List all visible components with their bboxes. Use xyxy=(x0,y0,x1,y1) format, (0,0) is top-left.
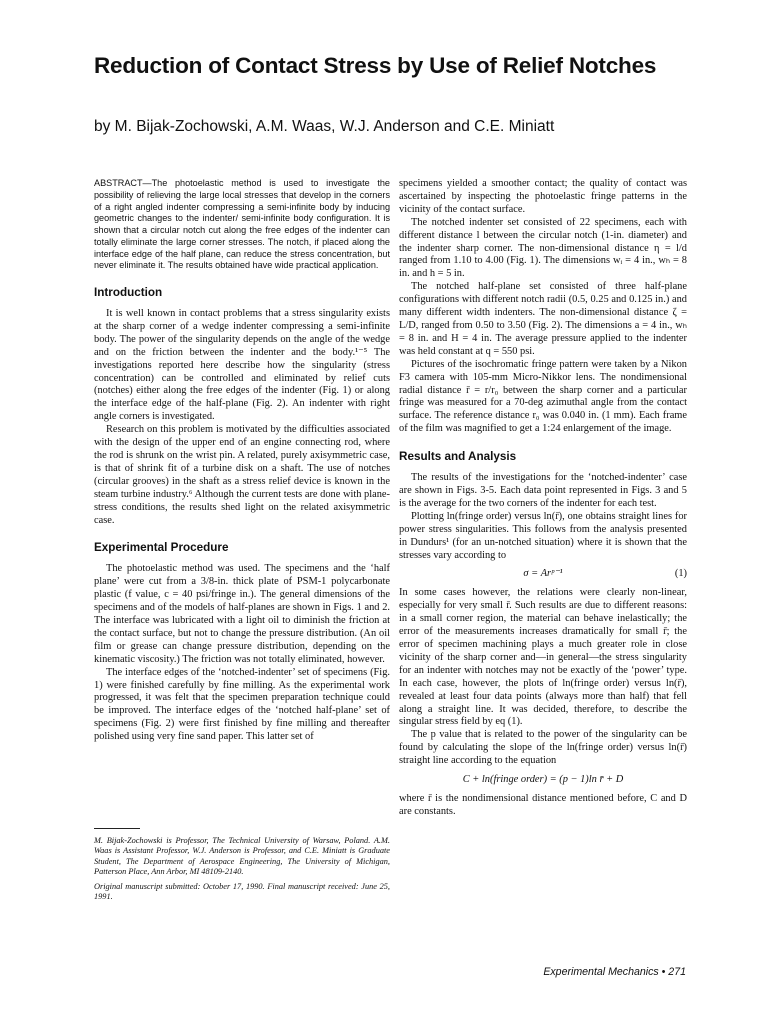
manuscript-dates: Original manuscript submitted: October 17, 1990. Final manuscript received: June 25, 1991. xyxy=(94,881,390,902)
results-paragraph: The results of the investigations for the ‘notched-indenter’ case are shown in Figs. 3-5. Each data point represented in Figs. 3 and 5 is the average for the two corners of the indenter for each test. xyxy=(399,472,687,509)
section-heading-experimental-procedure: Experimental Procedure xyxy=(94,541,229,555)
intro-paragraph: It is well known in contact problems that a stress singularity exists at the sharp corner of a wedge indenter compressing a semi-infinite body. The power of the singularity depends on the angle of the wedge and on the friction between the indenter and the body.¹⁻⁵ The investigations reported here describe how the singularity (stress concentration) can be controlled and eliminated by relief cuts (notches) either along the free edges of the indenter (Fig. 1) or along the interface edge of the half-plane (Fig. 2). An indenter with right angle corners is investigated. xyxy=(94,308,390,423)
equation-1-expression: σ = Arᵖ⁻¹ xyxy=(523,568,563,580)
left-column xyxy=(94,178,390,744)
experimental-paragraph: The photoelastic method was used. The specimens and the ‘half plane’ were cut from a 3/8-in. thick plate of PSM-1 polycarbonate plastic (f value, c = 40 psi/fringe in.). The general dimensions of the specimens and of the models of half-planes are shown in Figs. 1 and 2. The interface was lubricated with a light oil to diminish the friction at the contact surface, but not to change the pressure distribution. (An oil film or grease can change pressure distribution, depending on the kinematic viscosity.) The friction was not totally eliminated, however. xyxy=(94,563,390,665)
results-paragraph: The p value that is related to the power of the singularity can be found by calculating the slope of the ln(fringe order) versus ln(r̄) straight line according to the equation xyxy=(399,729,687,767)
section-heading-results-and-analysis: Results and Analysis xyxy=(399,450,517,464)
results-paragraph: In some cases however, the relations were clearly non-linear, especially for very small r̄. Such results are due to different reasons: in a small corner region, the material can behave inelastically; the error of the measurements increases dramatically for small r̄; the error of specimen machining plays a much greater role in close vicinity of the sharp corner and—in general—the stress singularity for an indenter with notches may not be exactly of the ‘power’ type. In each case, however, the plots of ln(fringe order) versus ln(r̄), revealed at least four data points (always more than half) that fell along a straight line. It was decided, therefore, to describe the singular stress field by eq (1). xyxy=(399,587,687,728)
right-column xyxy=(399,178,687,819)
results-paragraph: Plotting ln(fringe order) versus ln(r̄), one obtains straight lines for power stress singularities. This follows from the analysis presented in Dundurs¹ (for an un-notched situation) where it is shown that the stresses vary according to xyxy=(399,510,687,561)
footnote xyxy=(94,836,390,906)
results-paragraph: where r̄ is the nondimensional distance mentioned before, C and D are constants. xyxy=(399,792,687,817)
equation-2 xyxy=(399,774,687,787)
author-line: by M. Bijak-Zochowski, A.M. Waas, W.J. Anderson and C.E. Miniatt xyxy=(94,118,555,135)
abstract-text: —The photoelastic method is used to investigate the possibility of relieving the large local stresses that develop in the corners of a right angled indenter compressing a semi-infinite body by inducing geometric changes to the indenter/ semi-infinite body configuration. It is shown that a circular notch cut along the free edges of the indenter can totally eliminate the large corner stresses. The notch, if placed along the interface edge of the half plane, can reduce the stress concentration, but never eliminate it. The results obtained have wide practical application. xyxy=(94,178,390,271)
equation-2-expression: C + ln(fringe order) = (p − 1)ln r̄ + D xyxy=(462,774,624,786)
page-footer: Experimental Mechanics • 271 xyxy=(543,966,686,978)
experimental-paragraph: specimens yielded a smoother contact; the quality of contact was ascertained by inspecting the photoelastic fringe patterns in the vicinity of the contact surface. xyxy=(399,178,687,215)
experimental-paragraph: The notched indenter set consisted of 22 specimens, each with different distance l between the circular notch (1-in. diameter) and the indenter sharp corner. The non-dimensional distance η = l/d ranged from 1.10 to 4.00 (Fig. 1). The dimensions wᵢ = 4 in., wₕ = 8 in. and h = 5 in. xyxy=(399,216,687,280)
equation-1 xyxy=(399,568,687,581)
experimental-paragraph: The interface edges of the ‘notched-indenter’ set of specimens (Fig. 1) were finished carefully by fine milling. As the experimental work progressed, it was felt that the specimen preparation technique could be improved. The interface edges of the ‘notched half-plane’ set of specimens (Fig. 2) were first finished by fine milling and thereafter polished using very fine sand paper. This latter set of xyxy=(94,666,390,743)
experimental-paragraph: Pictures of the isochromatic fringe pattern were taken by a Nikon F3 camera with 105-mm Micro-Nikkor lens. The nondimensional radial distance r̄ = r/r₀ between the sharp corner and a particular fringe was measured for a 70-deg azimuthal angle from the contact surface. The reference distance r₀ was 0.040 in. (1 mm). Each frame of the film was magnified to get a 1:24 enlargement of the image. xyxy=(399,358,687,435)
abstract xyxy=(94,178,390,272)
section-heading-introduction: Introduction xyxy=(94,286,163,299)
abstract-label: ABSTRACT xyxy=(94,178,143,188)
intro-paragraph: Research on this problem is motivated by the difficulties associated with the design of the upper end of an engine connecting rod, where the rod is shrunk on the wrist pin. A related, purely axisymmetric case, is that of shrink fit of a turbine disk on a shaft. The use of notches (circular grooves) in the shaft as a stress relief device is known in the steam turbine industry.⁶ Although the current tests are done with plane-stress conditions, the results shed light on the related axisymmetric case. xyxy=(94,424,390,526)
equation-1-number: (1) xyxy=(674,568,687,580)
article-title: Reduction of Contact Stress by Use of Relief Notches xyxy=(94,53,657,78)
footnote-divider xyxy=(94,828,140,829)
experimental-paragraph: The notched half-plane set consisted of three half-plane configurations with different notch radii (0.5, 0.25 and 0.125 in.) and many different width indenters. The non-dimensional distance ζ = L/D, ranged from 0.50 to 3.50 (Fig. 2). The dimensions a = 4 in., wₕ = 8 in. and H = 4 in. The average pressure applied to the indenter was held constant at q = 550 psi. xyxy=(399,281,687,357)
author-affiliations: M. Bijak-Zochowski is Professor, The Technical University of Warsaw, Poland. A.M. Waas is Assistant Professor, W.J. Anderson is Professor, and C.E. Miniatt is Graduate Student, The Department of Aerospace Engineering, The University of Michigan, Patterson Place, Ann Arbor, MI 48109-2140. xyxy=(94,836,390,877)
